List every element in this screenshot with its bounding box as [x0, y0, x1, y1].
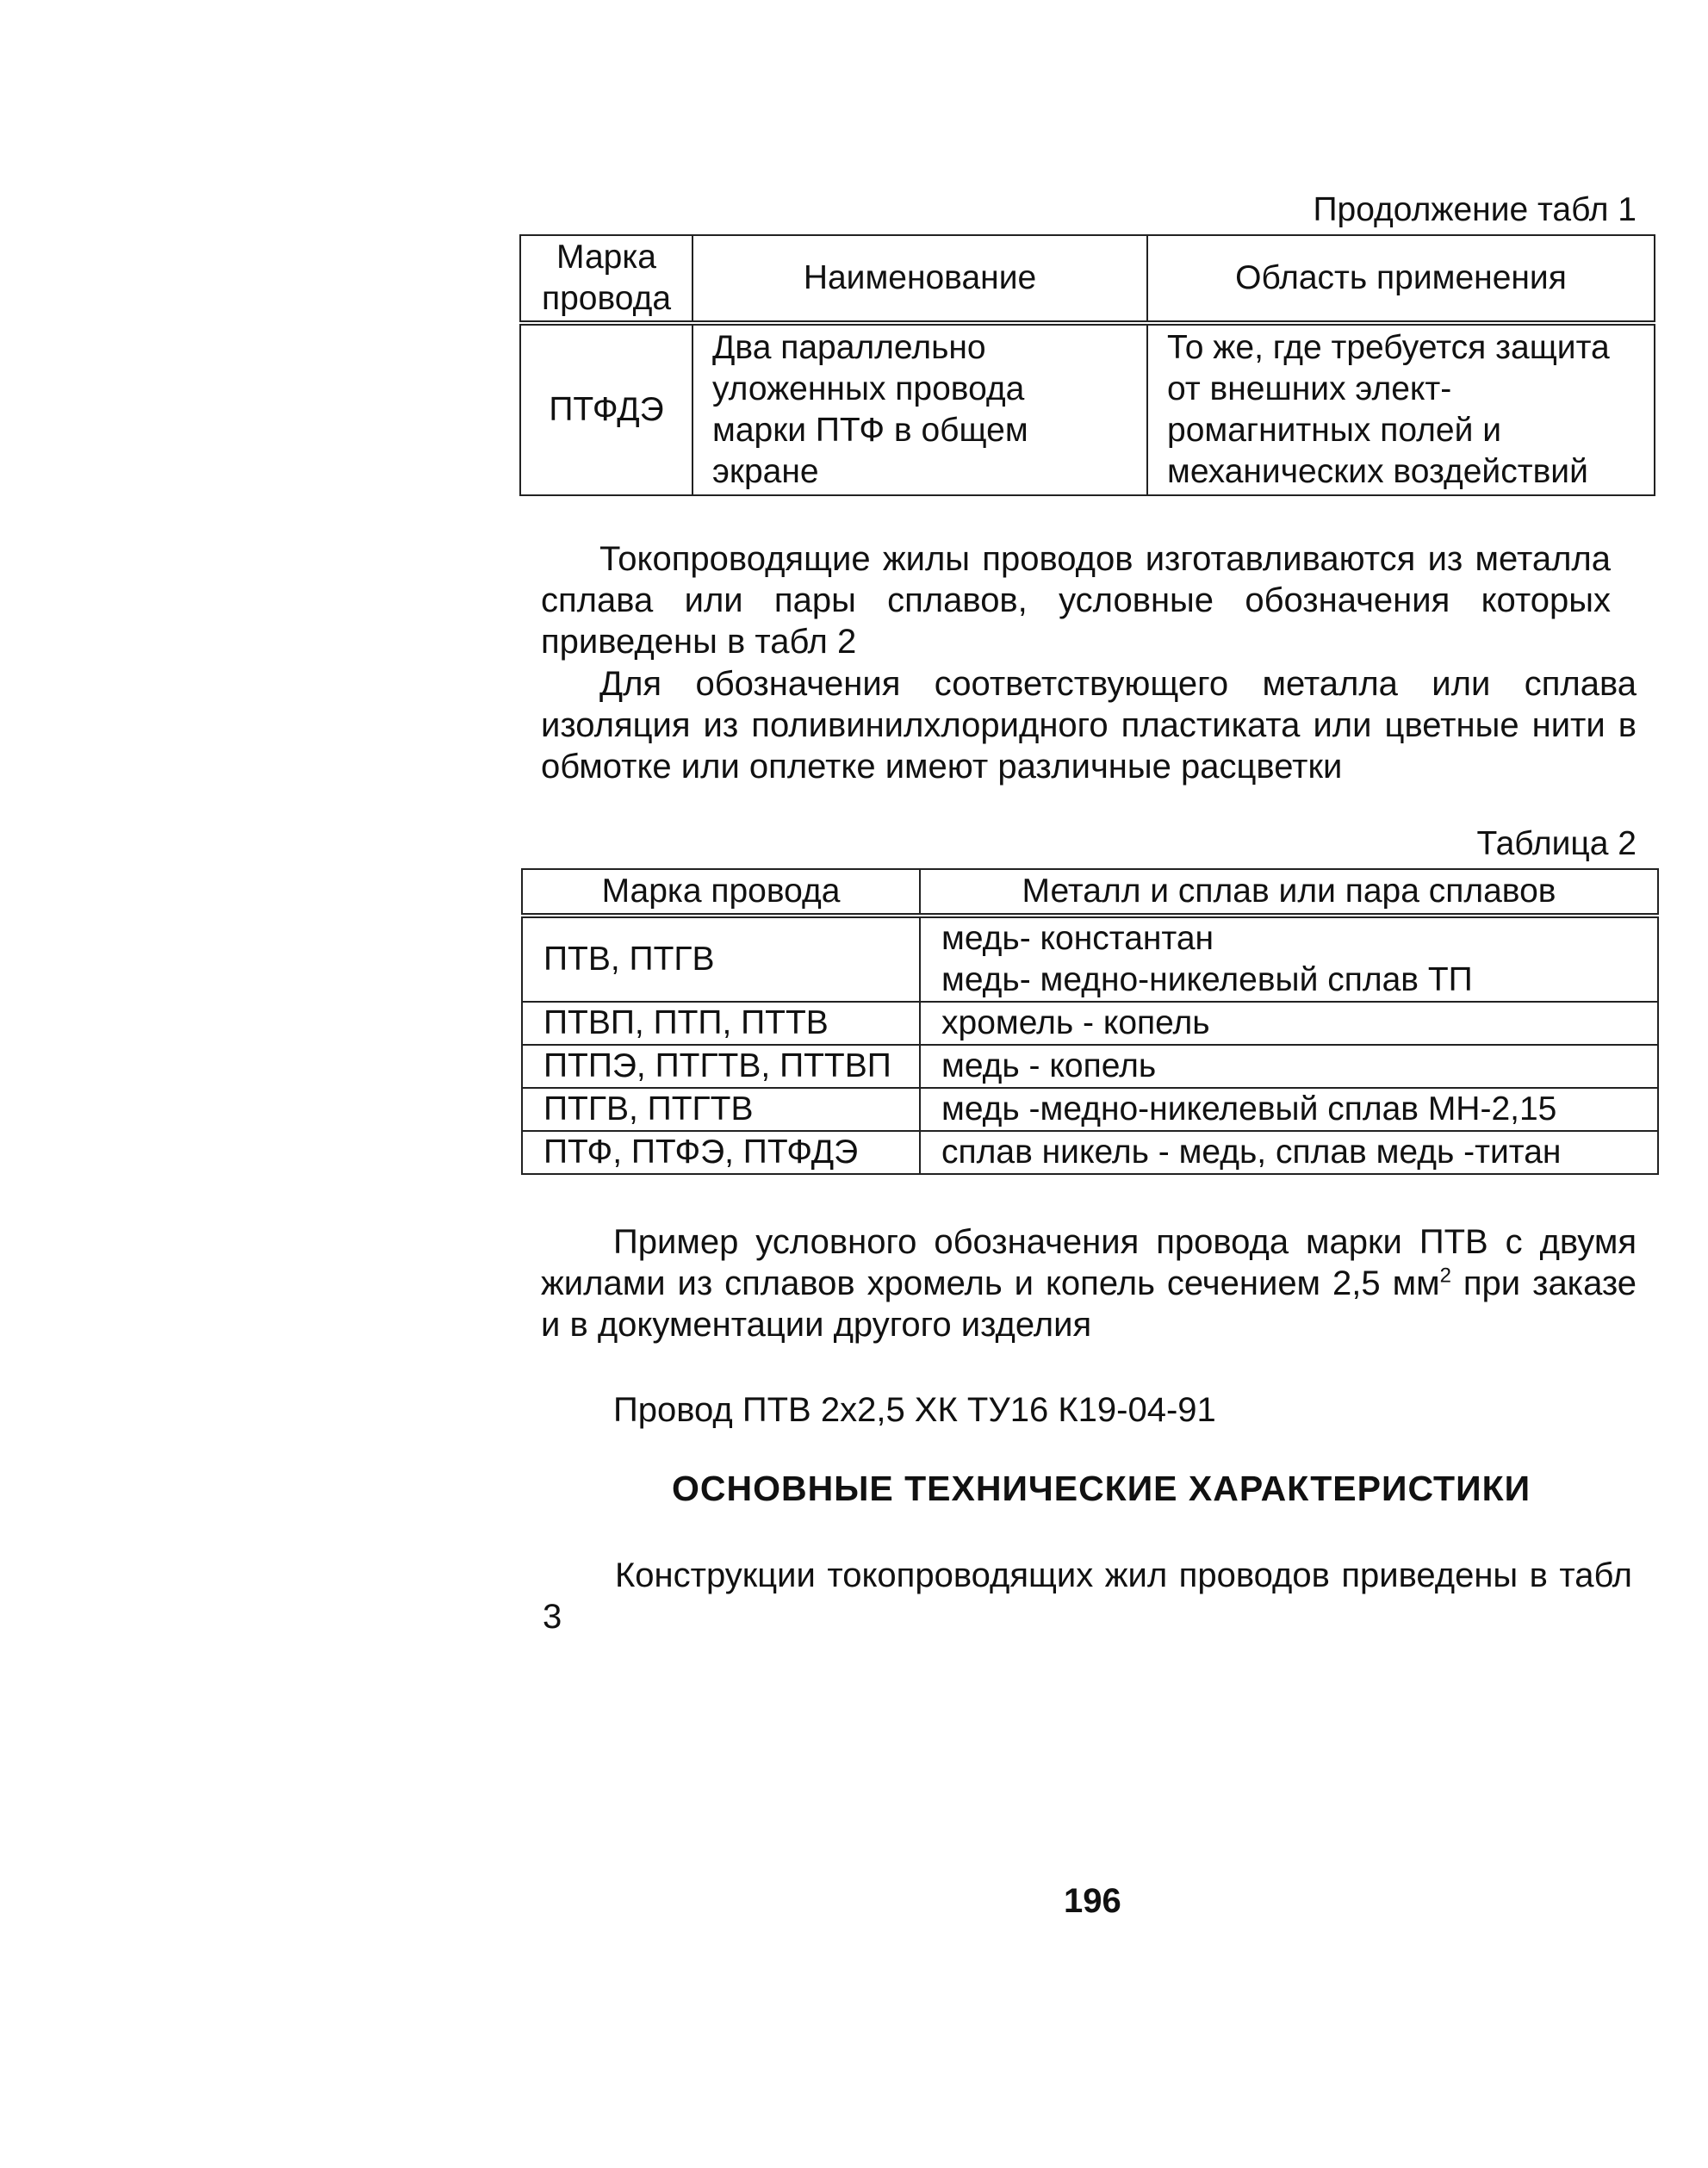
table1-header-name: Наименование — [693, 235, 1147, 323]
table2-header-mark: Марка провода — [522, 869, 920, 916]
table2-cell-metal: хромель - копель — [920, 1002, 1658, 1045]
table2-header-metal: Металл и сплав или пара сплавов — [920, 869, 1658, 916]
table1-header-mark: Марка провода — [520, 235, 693, 323]
table2-cell-mark: ПТГВ, ПТГТВ — [522, 1088, 920, 1131]
table-row — [522, 1088, 1658, 1131]
superscript: 2 — [1439, 1264, 1451, 1288]
paragraph-constructions: Конструкции токопроводящих жил проводов приведены в табл 3 — [543, 1556, 1632, 1636]
table-row — [522, 1131, 1658, 1174]
table1-cell-application: То же, где требуется защита от внешних элект-ромагнитных полей и механических воздействий — [1147, 323, 1655, 495]
table1-cell-mark: ПТФДЭ — [520, 323, 693, 495]
table2-caption: Таблица 2 — [1476, 825, 1637, 862]
table-row — [522, 1045, 1658, 1088]
table2-cell-metal: медь - копель — [920, 1045, 1658, 1088]
table1-header-application: Область применения — [1147, 235, 1655, 323]
example-designation: Провод ПТВ 2х2,5 ХК ТУ16 К19-04-91 — [613, 1391, 1216, 1429]
table1-caption: Продолжение табл 1 — [1313, 191, 1637, 228]
paragraph-colors: Для обозначения соответствующего металла или сплава изоляция из поливинилхлоридного пластиката или цветные нити в обмотке или оплетке имеют различные расцветки — [541, 665, 1637, 786]
paragraph-example — [541, 1221, 1637, 1345]
table-row — [522, 916, 1658, 1002]
table1-cell-name: Два параллельно уложенных провода марки ПТФ в общем экране — [693, 323, 1147, 495]
page-number: 196 — [1064, 1882, 1121, 1920]
table2-cell-metal: сплав никель - медь, сплав медь -титан — [920, 1131, 1658, 1174]
table2-cell-metal: медь- константан медь- медно-никелевый сплав ТП — [920, 916, 1658, 1002]
table2-cell-mark: ПТВП, ПТП, ПТТВ — [522, 1002, 920, 1045]
table-row — [520, 323, 1655, 495]
table2-cell-mark: ПТВ, ПТГВ — [522, 916, 920, 1002]
table2-cell-mark: ПТФ, ПТФЭ, ПТФДЭ — [522, 1131, 920, 1174]
table1 — [519, 234, 1655, 496]
table2-cell-metal: медь -медно-никелевый сплав МН-2,15 — [920, 1088, 1658, 1131]
example-text-end: при заказе и в документации другого изделия — [541, 1264, 1637, 1344]
paragraph-conductors: Токопроводящие жилы проводов изготавливаются из металла сплава или пары сплавов, условные обозначения которых приведены в табл 2 — [541, 540, 1611, 661]
table2 — [521, 868, 1659, 1175]
table2-cell-mark: ПТПЭ, ПТГТВ, ПТТВП — [522, 1045, 920, 1088]
section-heading: ОСНОВНЫЕ ТЕХНИЧЕСКИЕ ХАРАКТЕРИСТИКИ — [672, 1469, 1531, 1508]
table-row — [522, 1002, 1658, 1045]
example-text: Пример условного обозначения провода марки ПТВ с двумя жилами из сплавов хромель и копель сечением 2,5 мм — [541, 1223, 1637, 1302]
